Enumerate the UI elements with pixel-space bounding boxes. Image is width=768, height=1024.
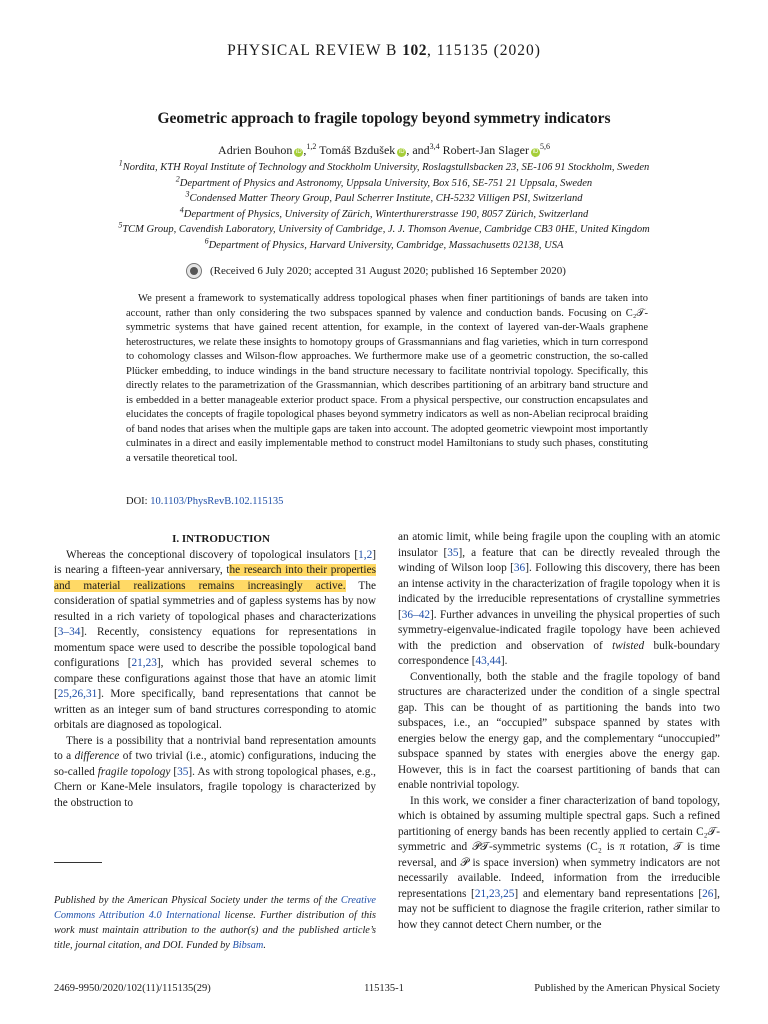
text: ] is nearing a fifteen-year anniversary, t xyxy=(54,548,376,576)
text: ]. xyxy=(500,655,508,667)
citation-link[interactable]: 43,44 xyxy=(475,655,501,667)
affiliation-text: Nordita, KTH Royal Institute of Technology and Stockholm University, Roslagstullsbacken 23, SE-106 91 Stockholm, Sweden xyxy=(122,162,650,173)
paragraph xyxy=(54,734,376,812)
footer-page-number: 115135-1 xyxy=(364,983,404,994)
paragraph xyxy=(54,548,376,734)
citation-link[interactable]: 3–34 xyxy=(57,626,81,638)
affiliation-text: TCM Group, Cavendish Laboratory, University of Cambridge, J. J. Thomson Avenue, Cambridge CB3 0HE, United Kingdom xyxy=(122,224,650,236)
emphasis: twisted xyxy=(612,639,645,652)
affiliation-text: Condensed Matter Theory Group, Paul Scherrer Institute, CH-5232 Villigen PSI, Switzerland xyxy=(189,193,583,205)
citation-link[interactable]: 36–42 xyxy=(401,608,431,621)
received-text: (Received 6 July 2020; accepted 31 August 2020; published 16 September 2020) xyxy=(210,265,566,277)
affiliation xyxy=(0,207,768,223)
abstract: We present a framework to systematically address topological phases when finer partitionings of bands are taken into account, rather than only considering the two subspaces spanned by valence and conduction bands. Focusing on C₂𝒯-symmetric systems that have gained recent attention, for example, in the context of layered van-der-Waals graphene heterostructures, we relate these insights to homotopy groups of Grassmannians and flag varieties, which in turn correspond to cohomology classes and Wilson-flow approaches. We furthermore make use of a geometric construction, the so-called Plücker embedding, to induce windings in the band structure necessary to facilitate nontrivial topology. Specifically, this directly relates to the parametrization of the Grassmannian, which describes partitioning of an arbitrary band structure and is embedded in a better manageable exterior product space. From a physical perspective, our construction encapsulates and elucidates the concepts of fragile topological phases beyond symmetry indicators as well as non-Abelian reciprocal braiding of band nodes that arises when the multiple gaps are taken into account. The adopted geometric viewpoint most importantly culminates in a direct and easily implementable method to construct model Hamiltonians to study such phases, constituting a versatile theoretical tool. xyxy=(126,293,648,464)
text: The consideration of spatial symmetries and of gapless systems has by now resulted in a rich variety of topological phases and characterizations [ xyxy=(54,579,376,638)
text: bulk-boundary correspondence [ xyxy=(398,639,720,667)
text: ]. Following this discovery, there has been an intense activity in the characterization of fragile topology when it is indicated by the irreducible representations of crystalline symmetries [ xyxy=(398,562,720,621)
author-list xyxy=(0,143,768,158)
author-name: Tomáš Bzdušek xyxy=(319,143,396,157)
text: ], may not be sufficient to diagnose the fragile criterion, rather similar to how they cannot detect Chern number, or the xyxy=(398,887,721,931)
author-separator: , and xyxy=(406,143,430,157)
text: ]. As with strong topological phases, e.g., Chern or Kane-Mele insulators, fragile topology is characterized by the obstruction to xyxy=(54,765,376,809)
author-affil-sup: 5,6 xyxy=(539,142,550,151)
text: ]. More specifically, band representations that cannot be written as an integer sum of band structures corresponding to atomic orbitals are diagnosed as topological. xyxy=(54,688,376,731)
author-name: Adrien Bouhon xyxy=(218,143,293,157)
text: ]. Recently, consistency equations for representations in momentum space were used to describe the possible topological band configurations [ xyxy=(54,626,376,669)
text: In this work, we consider a finer characterization of band topology, which is obtained by assuming multiple spectral gaps. Such a refined partitioning of energy bands has been recently applied to certain C₂𝒯-symmetric and 𝒫𝒯-symmetric systems (C₂ is π rotation, 𝒯 is time reversal, and 𝒫 is space inversion) when symmetry indicators are not necessarily available. Indeed, information from the irreducible representations [ xyxy=(398,794,720,900)
license-link[interactable]: Creative Commons Attribution 4.0 International xyxy=(54,895,376,921)
text: [ xyxy=(170,765,178,778)
doi-link[interactable]: 10.1103/PhysRevB.102.115135 xyxy=(150,496,284,507)
text: ], a feature that can be directly revealed through the winding of Wilson loop [ xyxy=(398,546,720,574)
affiliation-number: 1 xyxy=(118,158,123,168)
affiliations xyxy=(0,160,768,254)
section-heading: I. INTRODUCTION xyxy=(172,533,270,545)
emphasis: difference xyxy=(74,750,120,762)
right-column xyxy=(398,530,720,933)
orcid-icon[interactable]: iD xyxy=(296,149,302,155)
text: ], which has provided several schemes to compare these configurations against those that have an atomic limit [ xyxy=(54,657,377,700)
doi-label: DOI: xyxy=(126,496,148,507)
author-separator: , xyxy=(303,143,307,157)
text: . xyxy=(263,940,266,951)
affiliation xyxy=(0,191,768,207)
journal-article-info: , 115135 (2020) xyxy=(427,42,541,59)
paragraph xyxy=(398,530,720,670)
affiliation-text: Department of Physics, University of Zürich, Winterthurerstrasse 190, 8057 Zürich, Switzerland xyxy=(183,208,589,220)
author-affil-sup: 1,2 xyxy=(306,142,317,151)
citation-link[interactable]: 21,23,25 xyxy=(474,887,515,900)
text: of two trivial (i.e., atomic) configurations, inducing the so-called xyxy=(54,750,376,778)
text: Published by the American Physical Society under the terms of the xyxy=(54,895,341,906)
text: ]. Further advances in unveiling the physical properties of such symmetry-eigenvalue-indicated fragile topology have been achieved with the prediction and observation of xyxy=(398,608,720,652)
text: license. Further distribution of this work must maintain attribution to the author(s) and the published article’s title, journal citation, and DOI. Funded by xyxy=(54,910,376,951)
journal-name: PHYSICAL REVIEW B xyxy=(227,42,398,59)
affiliation xyxy=(0,160,768,176)
emphasis: fragile topology xyxy=(97,765,171,778)
journal-volume: 102 xyxy=(402,42,428,59)
footer-publisher: Published by the American Physical Society xyxy=(534,983,720,994)
affiliation-text: Department of Physics, Harvard University, Cambridge, Massachusetts 02138, USA xyxy=(208,239,564,251)
license-footnote xyxy=(54,893,376,953)
text: ] and elementary band representations [ xyxy=(514,887,703,900)
highlighted-text: he research into their properties and material realizations remains increasingly active. xyxy=(54,564,376,592)
citation-link[interactable]: 26 xyxy=(702,887,714,900)
text: There is a possibility that a nontrivial band representation amounts to a xyxy=(54,734,376,762)
citation-link[interactable]: 1,2 xyxy=(358,548,373,561)
footnote-divider xyxy=(54,862,102,863)
left-column xyxy=(54,532,376,811)
paragraph xyxy=(398,794,720,934)
journal-header xyxy=(0,42,768,60)
received-dates xyxy=(186,263,566,279)
affiliation-number: 5 xyxy=(118,220,123,230)
citation-link[interactable]: 21,23 xyxy=(131,657,157,669)
affiliation xyxy=(0,222,768,238)
orcid-icon[interactable]: iD xyxy=(532,149,539,155)
text: Whereas the conceptional discovery of topological insulators [ xyxy=(66,548,359,561)
affiliation-number: 4 xyxy=(179,205,184,215)
author-affil-sup: 3,4 xyxy=(429,142,440,151)
crossmark-icon[interactable] xyxy=(186,263,202,279)
funder-link[interactable]: Bibsam xyxy=(232,940,264,951)
paper-title: Geometric approach to fragile topology beyond symmetry indicators xyxy=(157,110,611,127)
affiliation-number: 3 xyxy=(185,189,190,199)
citation-link[interactable]: 35 xyxy=(447,546,459,559)
affiliation-number: 6 xyxy=(204,236,209,246)
affiliation xyxy=(0,238,768,254)
text: an atomic limit, while being fragile upon the coupling with an atomic insulator [ xyxy=(398,531,720,559)
author-name: Robert-Jan Slager xyxy=(442,143,529,157)
paragraph: Conventionally, both the stable and the fragile topology of band structures are characterized under the condition of a single spectral gap. This can be thought of as partitioning the bands into two subspaces, i.e., an “occupied” subspace spanned by states with energies below the energy gap, and the complementary “unoccupied” subspace spanned by states with energies above the energy gap. However, this is in fact the coarsest partitioning of bands that can enable nontrivial topology. xyxy=(398,670,720,791)
citation-link[interactable]: 35 xyxy=(177,765,189,778)
doi-line xyxy=(126,496,283,507)
citation-link[interactable]: 25,26,31 xyxy=(57,688,98,700)
affiliation xyxy=(0,176,768,192)
affiliation-text: Department of Physics and Astronomy, Uppsala University, Box 516, SE-751 21 Uppsala, Sweden xyxy=(179,177,593,189)
orcid-icon[interactable]: iD xyxy=(398,149,405,155)
affiliation-number: 2 xyxy=(175,174,180,184)
citation-link[interactable]: 36 xyxy=(513,562,526,574)
footer-issn: 2469-9950/2020/102(11)/115135(29) xyxy=(54,983,211,994)
